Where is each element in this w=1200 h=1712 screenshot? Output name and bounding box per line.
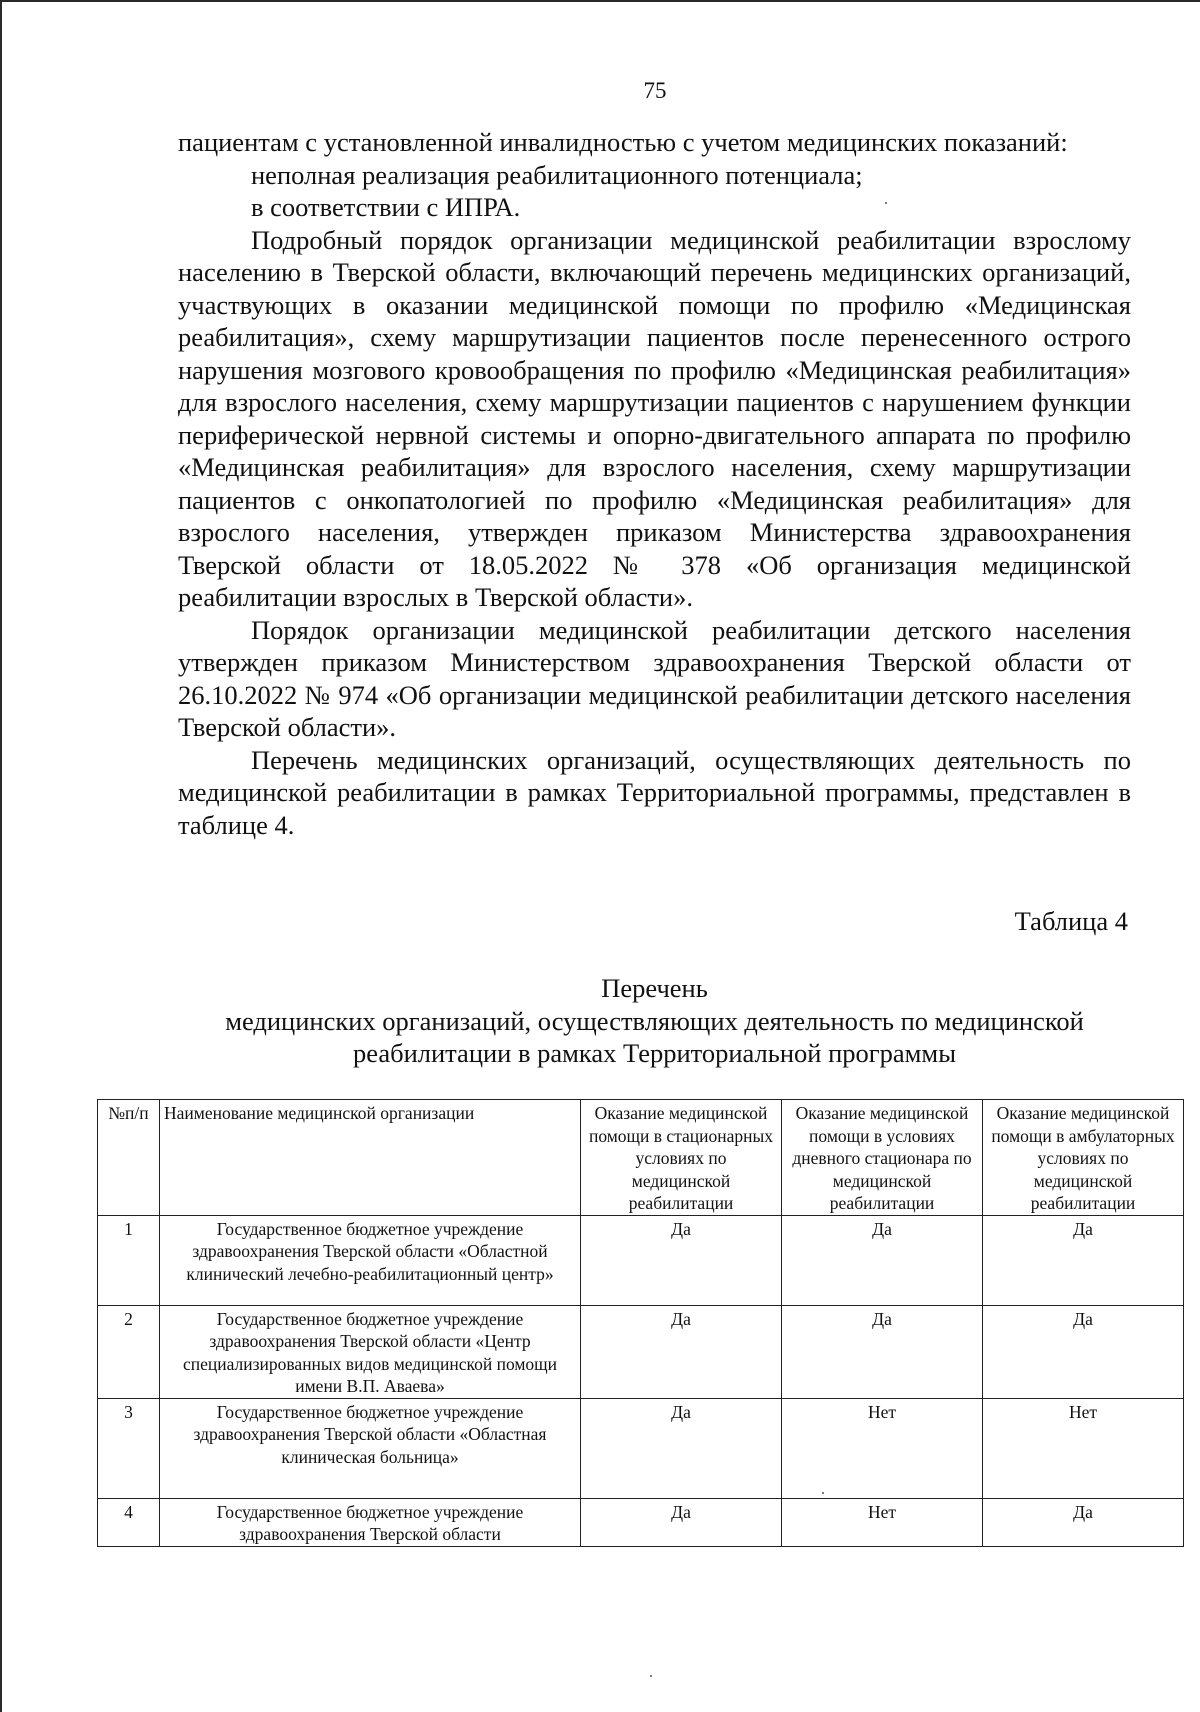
table-title [178, 972, 1131, 1070]
table-header-row [98, 1100, 1184, 1216]
row-num: 2 [98, 1305, 160, 1398]
paragraph-1: пациентам с установленной инвалидностью с учетом медицинских показаний: [178, 127, 1068, 157]
header-name: Наименование медицинской организации [160, 1100, 581, 1216]
row-day-hospital: Да [782, 1215, 983, 1305]
row-num: 4 [98, 1498, 160, 1546]
table-row [98, 1498, 1184, 1546]
organizations-table [97, 1099, 1184, 1547]
table-title-line-1: Перечень [601, 973, 708, 1003]
row-num: 1 [98, 1215, 160, 1305]
row-outpatient: Да [983, 1498, 1184, 1546]
table-title-line-2: медицинских организаций, осуществляющих деятельность по медицинской [225, 1005, 1084, 1036]
header-outpatient: Оказание медицинской помощи в амбулаторных условиях по медицинской реабилитации [983, 1100, 1184, 1216]
paragraph-5: Порядок организации медицинской реабилитации детского населения утвержден приказом Министерством здравоохранения Тверской области от 26.10.2022 № 974 «Об организации медицинской реабилитации детского населения Тверской области». [178, 614, 1131, 742]
row-outpatient: Да [983, 1215, 1184, 1305]
row-inpatient: Да [581, 1498, 782, 1546]
scan-edge-left [0, 0, 2, 1712]
row-name: Государственное бюджетное учреждение здравоохранения Тверской области «Областной клинический лечебно-реабилитационный центр» [160, 1215, 581, 1305]
table-row [98, 1305, 1184, 1398]
header-day-hospital: Оказание медицинской помощи в условиях дневного стационара по медицинской реабилитации [782, 1100, 983, 1216]
row-outpatient: Да [983, 1305, 1184, 1398]
row-outpatient: Нет [983, 1398, 1184, 1498]
scan-speck [650, 1675, 652, 1677]
table-row [98, 1398, 1184, 1498]
row-inpatient: Да [581, 1305, 782, 1398]
row-inpatient: Да [581, 1398, 782, 1498]
body-text [178, 126, 1131, 841]
table-row [98, 1215, 1184, 1305]
row-day-hospital: Нет [782, 1398, 983, 1498]
row-day-hospital: Да [782, 1305, 983, 1398]
row-name: Государственное бюджетное учреждение здравоохранения Тверской области «Областная клиническая больница» [160, 1398, 581, 1498]
paragraph-2: неполная реализация реабилитационного потенциала; [251, 159, 863, 190]
row-name: Государственное бюджетное учреждение здравоохранения Тверской области [160, 1498, 581, 1546]
paragraph-6: Перечень медицинских организаций, осуществляющих деятельность по медицинской реабилитации в рамках Территориальной программы, представлен в таблице 4. [178, 744, 1131, 840]
scan-speck [822, 1492, 824, 1494]
page-number: 75 [643, 78, 667, 103]
row-num: 3 [98, 1398, 160, 1498]
paragraph-3: в соответствии с ИПРА. [251, 192, 521, 222]
row-name: Государственное бюджетное учреждение здравоохранения Тверской области «Центр специализированных видов медицинской помощи имени В.П. Аваева» [160, 1305, 581, 1398]
header-num: №п/п [98, 1100, 160, 1216]
row-day-hospital: Нет [782, 1498, 983, 1546]
scan-edge-top [0, 0, 1200, 2]
table-title-line-3: реабилитации в рамках Территориальной программы [352, 1038, 957, 1068]
scan-speck [885, 202, 887, 204]
header-inpatient: Оказание медицинской помощи в стационарных условиях по медицинской реабилитации [581, 1100, 782, 1216]
row-inpatient: Да [581, 1215, 782, 1305]
paragraph-4: Подробный порядок организации медицинской реабилитации взрослому населению в Тверской области, включающий перечень медицинских организаций, участвующих в оказании медицинской помощи по профилю «Медицинская реабилитация», схему маршрутизации пациентов после перенесенного острого нарушения мозгового кровообращения по профилю «Медицинская реабилитация» для взрослого населения, схему маршрутизации пациентов с нарушением функции периферической нервной системы и опорно-двигательного аппарата по профилю «Медицинская реабилитация» для взрослого населения, схему маршрутизации пациентов с онкопатологией по профилю «Медицинская реабилитация» для взрослого населения, утвержден приказом Министерства здравоохранения Тверской области от 18.05.2022 № 378 «Об организация медицинской реабилитации взрослых в Тверской области». [178, 224, 1131, 612]
table-label: Таблица 4 [1014, 906, 1128, 936]
